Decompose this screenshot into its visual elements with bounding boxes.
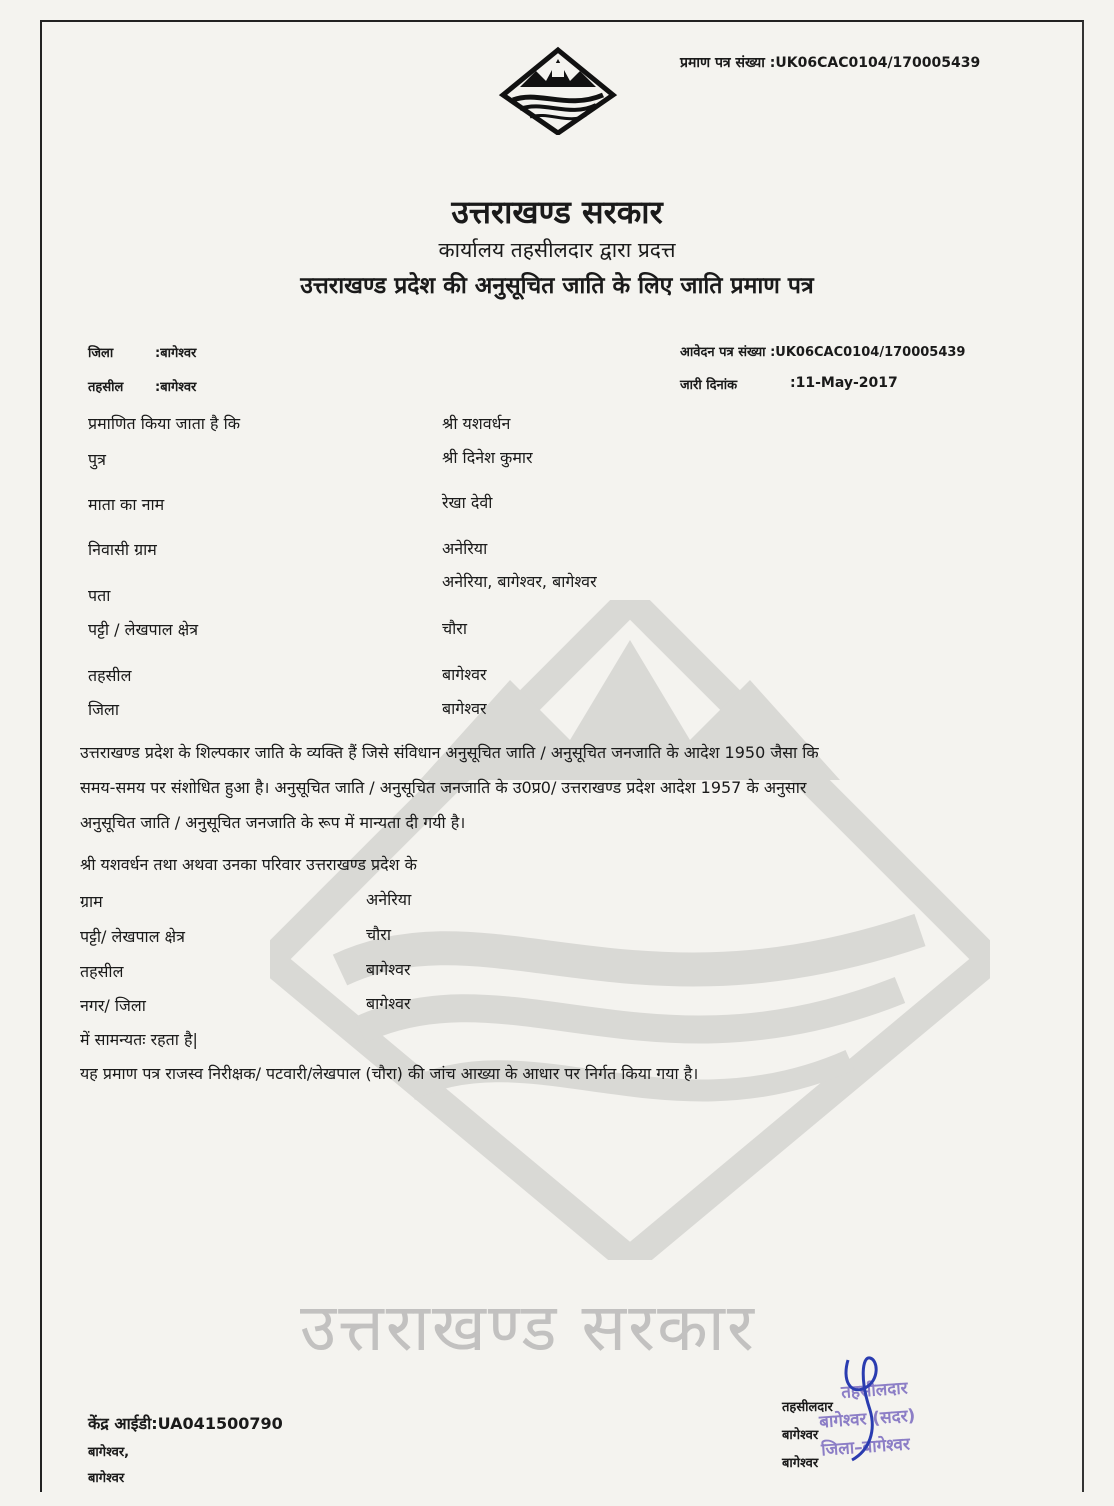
detail-value: चौरा — [442, 619, 467, 638]
center-id: केंद्र आईडी:UA041500790 — [88, 1414, 283, 1433]
residence-value: बागेश्वर — [366, 994, 411, 1013]
issue-date-label: जारी दिनांक — [680, 378, 738, 393]
tehsil-value: :बागेश्वर — [155, 380, 197, 395]
detail-label: जिला — [88, 700, 120, 719]
detail-value: अनेरिया, बागेश्वर, बागेश्वर — [442, 572, 597, 591]
residence-value: अनेरिया — [366, 890, 412, 909]
detail-label: माता का नाम — [88, 495, 165, 514]
residence-close: में सामन्यतः रहता है| — [80, 1030, 198, 1049]
uttarakhand-emblem-logo — [498, 45, 618, 135]
residence-value: चौरा — [366, 925, 391, 944]
caste-statement-line: समय-समय पर संशोधित हुआ है। अनुसूचित जाति / अनुसूचित जनजाति के उ0प्र0/ उत्तराखण्ड प्रदेश आदेश 1957 के अनुसार — [80, 778, 807, 797]
district-label: जिला — [88, 346, 114, 361]
application-number — [680, 342, 965, 360]
detail-label: पट्टी / लेखपाल क्षेत्र — [88, 620, 199, 639]
stamp-line: जिला–बागेश्वर — [820, 1434, 911, 1461]
certificate-number-label: प्रमाण पत्र संख्या — [680, 55, 765, 71]
issue-date-value: :11-May-2017 — [790, 375, 898, 391]
residence-label: ग्राम — [80, 892, 103, 911]
detail-label: पता — [88, 586, 111, 605]
footer-left-place: बागेश्वर, — [88, 1445, 130, 1460]
residence-label: पट्टी/ लेखपाल क्षेत्र — [80, 927, 185, 946]
residence-label: नगर/ जिला — [80, 996, 146, 1015]
signature-icon — [840, 1350, 900, 1470]
residence-intro: श्री यशवर्धन तथा अथवा उनका परिवार उत्तराखण्ड प्रदेश के — [80, 855, 417, 874]
residence-value: बागेश्वर — [366, 960, 411, 979]
detail-value: रेखा देवी — [442, 493, 493, 512]
certificate-basis: यह प्रमाण पत्र राजस्व निरीक्षक/ पटवारी/लेखपाल (चौरा) की जांच आख्या के आधार पर निर्गत किया गया है। — [80, 1064, 699, 1083]
signatory-tehsil: बागेश्वर — [782, 1428, 819, 1443]
certificate-number-value: :UK06CAC0104/170005439 — [769, 55, 981, 71]
detail-value: अनेरिया — [442, 539, 488, 558]
application-number-value: :UK06CAC0104/170005439 — [770, 345, 966, 360]
certificate-number — [680, 53, 980, 72]
tehsil-label: तहसील — [88, 380, 124, 395]
watermark-text: उत्तराखण्ड सरकार — [300, 1289, 756, 1366]
government-title: उत्तराखण्ड सरकार — [451, 193, 663, 231]
caste-statement-line: उत्तराखण्ड प्रदेश के शिल्पकार जाति के व्यक्ति हैं जिसे संविधान अनुसूचित जाति / अनुसूचित जनजाति के आदेश 1950 जैसा कि — [80, 743, 819, 762]
detail-value: बागेश्वर — [442, 699, 487, 718]
caste-statement — [80, 735, 1040, 840]
detail-value: श्री यशवर्धन — [442, 414, 511, 433]
signatory-district: बागेश्वर — [782, 1456, 819, 1471]
stamp-line: बागेश्वर (सदर) — [818, 1405, 917, 1433]
district-value: :बागेश्वर — [155, 346, 197, 361]
residence-label: तहसील — [80, 962, 124, 981]
detail-label: निवासी ग्राम — [88, 540, 157, 559]
detail-label: पुत्र — [88, 450, 106, 469]
detail-value: बागेश्वर — [442, 665, 487, 684]
caste-statement-line: अनुसूचित जाति / अनुसूचित जनजाति के रूप में मान्यता दी गयी है। — [80, 813, 466, 832]
detail-label: प्रमाणित किया जाता है कि — [88, 414, 241, 433]
footer-left-district: बागेश्वर — [88, 1471, 125, 1486]
detail-value: श्री दिनेश कुमार — [442, 448, 533, 467]
signatory-designation: तहसीलदार — [782, 1400, 833, 1415]
application-number-label: आवेदन पत्र संख्या — [680, 345, 766, 360]
detail-label: तहसील — [88, 666, 132, 685]
certificate-title: उत्तराखण्ड प्रदेश की अनुसूचित जाति के लिए जाति प्रमाण पत्र — [300, 273, 814, 299]
office-subtitle: कार्यालय तहसीलदार द्वारा प्रदत्त — [438, 238, 676, 262]
stamp-line: तहसीलदार — [840, 1378, 909, 1403]
